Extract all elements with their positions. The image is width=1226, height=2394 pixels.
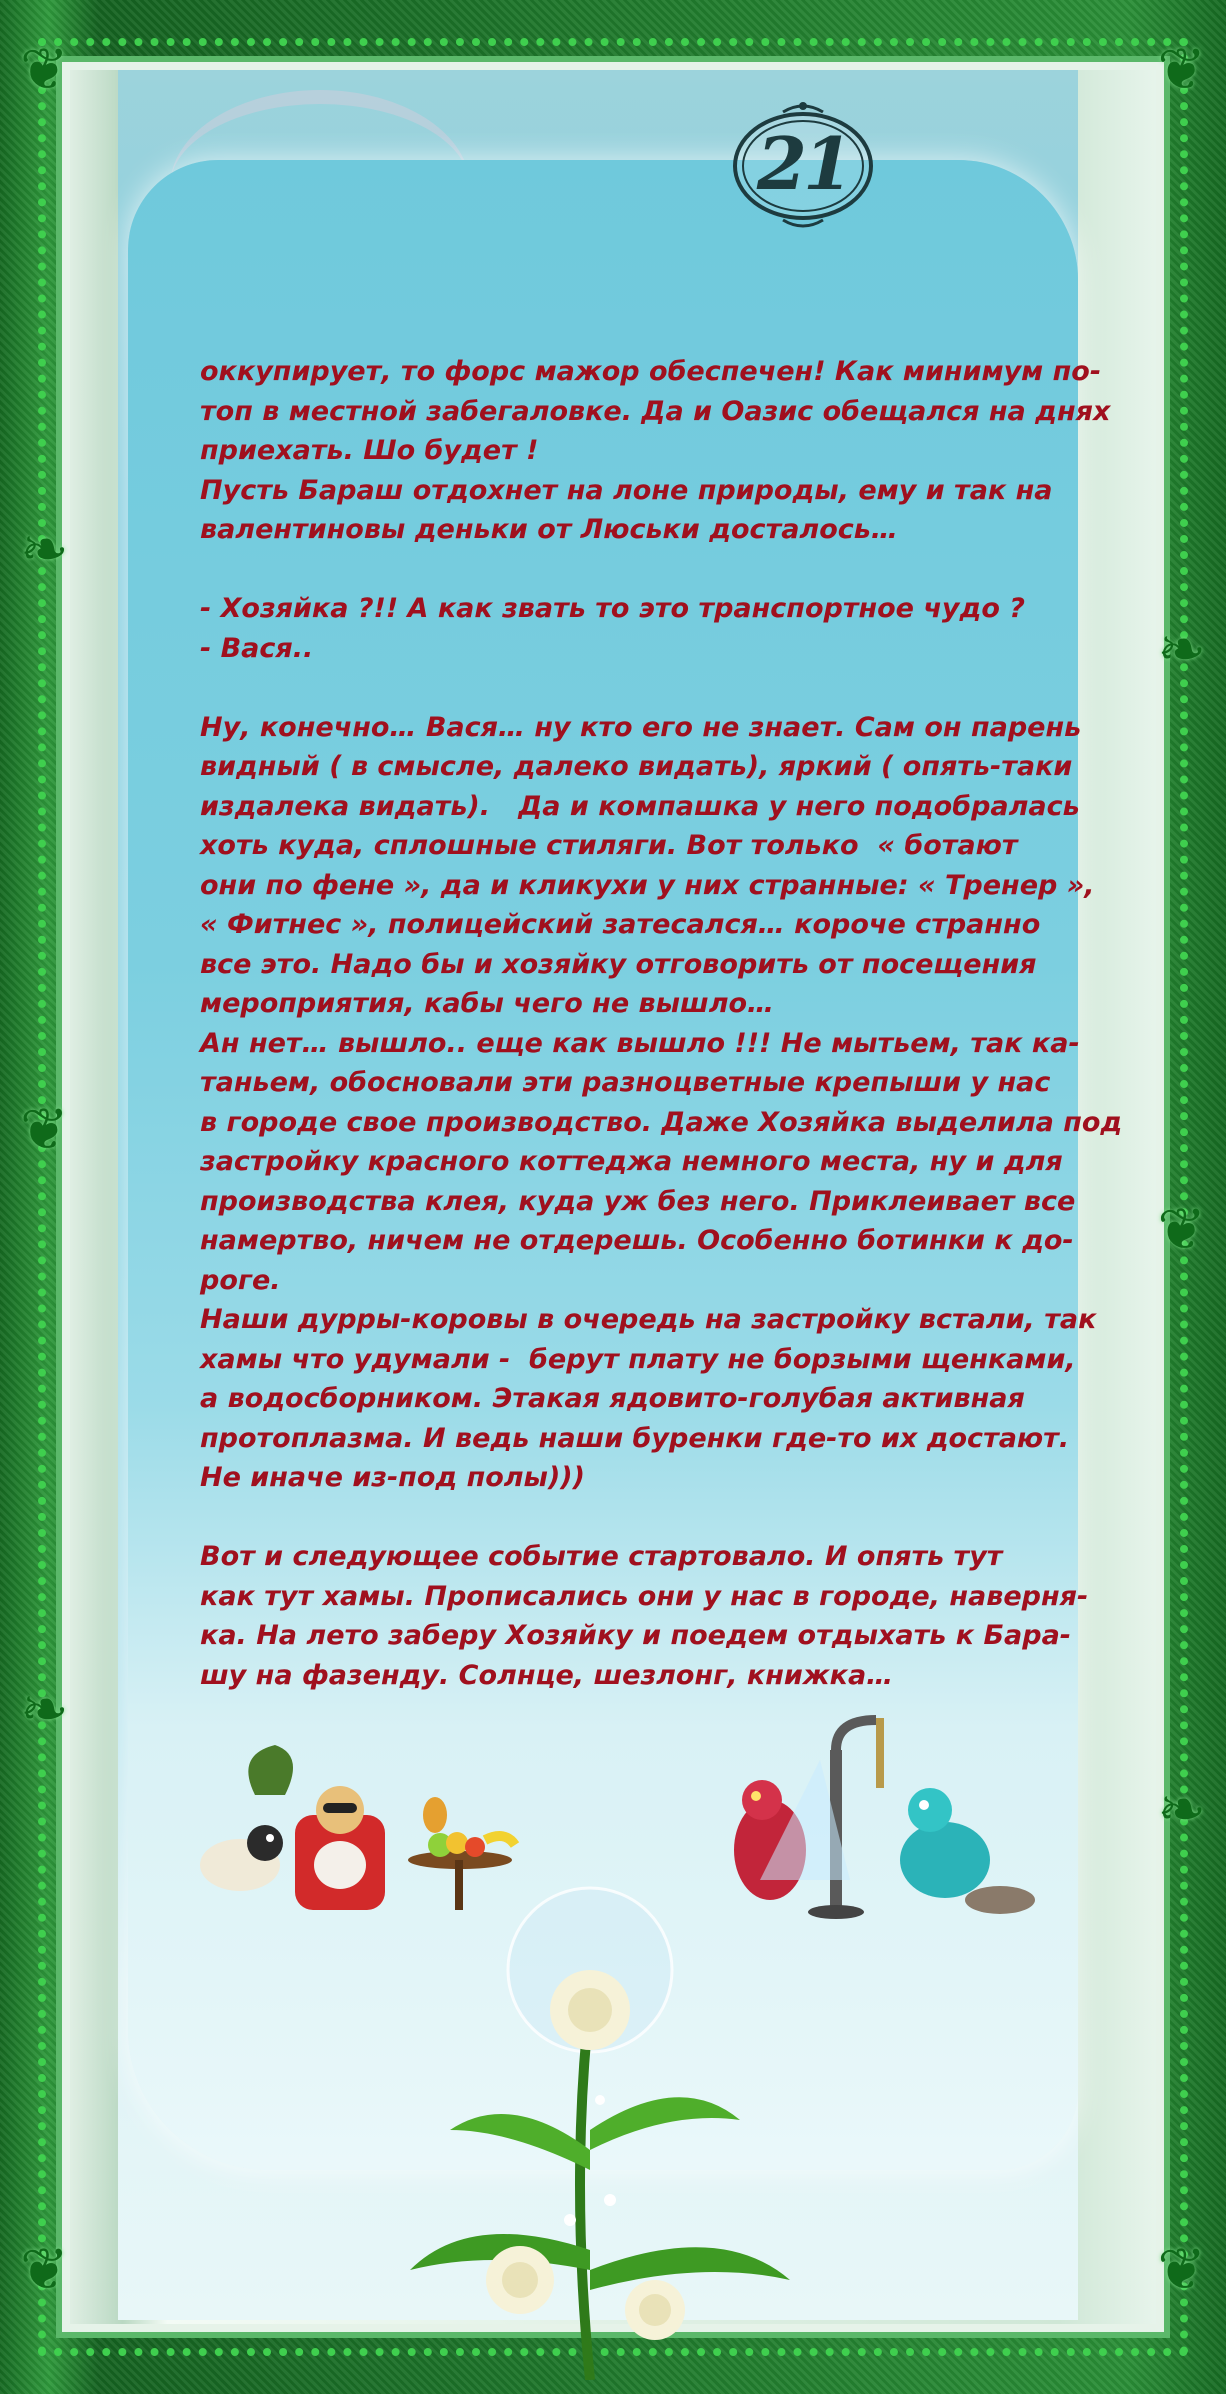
text-line: [200, 668, 1060, 708]
palm-leaf-icon: [248, 1745, 293, 1795]
text-line: таньем, обосновали эти разноцветные крепыши у нас: [200, 1067, 1051, 1098]
text-line: застройку красного коттеджа немного места, ну и для: [200, 1146, 1063, 1177]
vine-ornament-icon: ❧: [1157, 615, 1206, 683]
story-text: [200, 352, 1123, 1695]
text-line: хамы что удумали - берут плату не борзыми щенками,: [200, 1343, 1076, 1375]
text-line: издалека видать). Да и компашка у него подобралась: [200, 790, 1080, 822]
text-line: Наши дурры-коровы в очередь на застройку встали, так: [200, 1304, 1097, 1335]
text-line: в городе свое производство. Даже Хозяйка выделила под: [200, 1106, 1123, 1138]
shower-group-illustration: [700, 1700, 1040, 1930]
text-line: - Вася..: [200, 632, 314, 664]
vine-ornament-icon: ❦: [1157, 2235, 1206, 2303]
text-line: роге.: [200, 1264, 281, 1296]
page-number-badge: [728, 98, 878, 228]
text-line: Пусть Бараш отдохнет на лоне природы, ему и так на: [200, 474, 1053, 506]
text-line: протоплазма. И ведь наши буренки где-то их достают.: [200, 1422, 1070, 1454]
text-line: как тут хамы. Прописались они у нас в городе, наверня-: [200, 1580, 1089, 1612]
sheep-icon: [200, 1825, 283, 1891]
text-line: производства клея, куда уж без него. Приклеивает все: [200, 1185, 1076, 1217]
text-line: « Фитнес », полицейский затесался… короче странно: [200, 909, 1041, 940]
text-line: они по фене », да и кликухи у них странные: « Тренер »,: [200, 869, 1095, 901]
text-line: - Хозяйка ?!! А как звать то это транспортное чудо ?: [200, 593, 1025, 624]
picnic-group-illustration: [195, 1735, 535, 1925]
vine-ornament-icon: ❦: [1157, 1195, 1206, 1263]
vine-ornament-icon: ❧: [1157, 1775, 1206, 1843]
text-line: Не иначе из-под полы))): [200, 1462, 585, 1493]
text-line: [200, 1498, 1060, 1538]
vine-ornament-icon: ❧: [20, 1675, 69, 1743]
text-line: мероприятия, кабы чего не вышло…: [200, 988, 775, 1019]
text-line: намертво, ничем не отдерешь. Особенно ботинки к до-: [200, 1225, 1074, 1256]
text-line: топ в местной забегаловке. Да и Оазис обещался на днях: [200, 395, 1111, 427]
blue-chameleon-icon: [900, 1788, 1035, 1914]
page-number: 21: [756, 120, 850, 206]
white-roses-icon: [360, 1950, 820, 2380]
vine-ornament-icon: ❦: [1157, 35, 1206, 103]
text-line: видный ( в смысле, далеко видать), яркий ( опять-таки: [200, 751, 1073, 782]
text-line: валентиновы деньки от Люськи досталось…: [200, 514, 898, 545]
text-line: хоть куда, сплошные стиляги. Вот только « ботают: [200, 830, 1018, 861]
vine-ornament-icon: ❦: [20, 35, 69, 103]
text-line: шу на фазенду. Солнце, шезлонг, книжка…: [200, 1659, 894, 1691]
text-line: Вот и следующее событие стартовало. И опять тут: [200, 1541, 1003, 1572]
text-line: а водосборником. Этакая ядовито-голубая активная: [200, 1383, 1025, 1414]
text-line: Ну, конечно… Вася… ну кто его не знает. Сам он парень: [200, 711, 1082, 743]
text-line: Ан нет… вышло.. еще как вышло !!! Не мытьем, так ка-: [200, 1027, 1080, 1059]
vine-ornament-icon: ❦: [20, 1095, 69, 1163]
text-line: оккупирует, то форс мажор обеспечен! Как минимум по-: [200, 356, 1102, 387]
armchair-character-icon: [295, 1786, 385, 1910]
text-line: ка. На лето заберу Хозяйку и поедем отдыхать к Бара-: [200, 1620, 1072, 1651]
vine-ornament-icon: ❧: [20, 515, 69, 583]
text-line: приехать. Шо будет !: [200, 435, 539, 466]
text-line: [200, 550, 1060, 590]
fruit-table-icon: [408, 1797, 515, 1910]
text-line: все это. Надо бы и хозяйку отговорить от посещения: [200, 948, 1037, 980]
vine-ornament-icon: ❦: [20, 2235, 69, 2303]
